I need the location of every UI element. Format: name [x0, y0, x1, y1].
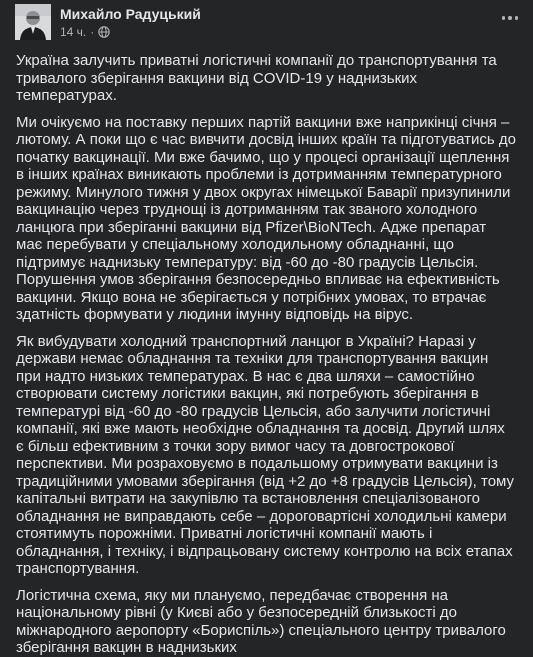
author-avatar[interactable]	[15, 4, 51, 40]
post-meta	[60, 24, 110, 40]
post-body	[16, 52, 516, 657]
globe-icon[interactable]	[98, 26, 110, 38]
post-paragraph: Ми очікуємо на поставку перших партій вакцини вже наприкінці січня – лютому. А поки що є час вивчити досвід інших країн та підготуватись до початку вакцинації. Ми вже бачимо, що у процесі організації щеплення в інших країнах виникають проблеми із дотриманням температурного режиму. Минулого тижня у двох округах німецької Баварії призупинили вакцинацію через труднощі із дотриманням так званого холодного ланцюга при зберіганні вакцини від Pfizer\BioNTech. Адже препарат має перебувати у спеціальному холодильному обладнанні, що підтримує наднизьку температуру: від -60 до -80 градусів Цельсія. Порушення умов зберігання безпосередньо впливає на ефективність вакцини. Якщо вона не зберігається у потрібних умовах, то втрачає здатність формувати у людини імунну відповідь на вірус.	[16, 113, 516, 323]
avatar-image	[15, 4, 51, 40]
post-paragraph: Україна залучить приватні логістичні компанії до транспортування та тривалого зберігання вакцини від COVID-19 у наднизьких температурах.	[16, 52, 497, 104]
more-options-button[interactable]	[498, 6, 522, 30]
more-dots-icon	[515, 16, 519, 20]
author-name[interactable]: Михайло Радуцький	[60, 6, 201, 22]
post-header	[0, 0, 533, 44]
post-paragraph: Як вибудувати холодний транспортний ланцюг в Україні? Наразі у держави немає обладнання та техніки для транспортування вакцин при надто низьких температурах. В нас є два шляхи – самостійно створювати систему логістики вакцин, які потребують зберігання в температурі від -60 до -80 градусів Цельсія, або залучити логістичні компанії, які вже мають необхідне обладнання та досвід. Другий шлях є більш ефективним з точки зору вимог часу та довгострокової перспективи. Ми розраховуємо в подальшому отримувати вакцини із традиційними умовами зберігання (від +2 до +8 градусів Цельсія), тому капітальні витрати на закупівлю та встановлення спеціалізованого обладнання не виправдають себе – дороговартісні холодильні камери стоятимуть порожніми. Приватні логістичні компанії мають і обладнання, і техніку, і відпрацьовану систему контролю на всіх етапах транспортування.	[16, 332, 515, 577]
meta-separator: ·	[90, 25, 95, 39]
more-dots-icon	[508, 16, 512, 20]
post-timestamp[interactable]: 14 ч.	[60, 25, 87, 39]
post-paragraph: Логістична схема, яку ми плануємо, передбачає створення на національному рівні (у Києві або у безпосередній близькості до міжнародного аеропорту «Бориспіль») спеціального центру тривалого зберігання вакцин в наднизьких	[16, 586, 506, 656]
more-dots-icon	[502, 16, 506, 20]
